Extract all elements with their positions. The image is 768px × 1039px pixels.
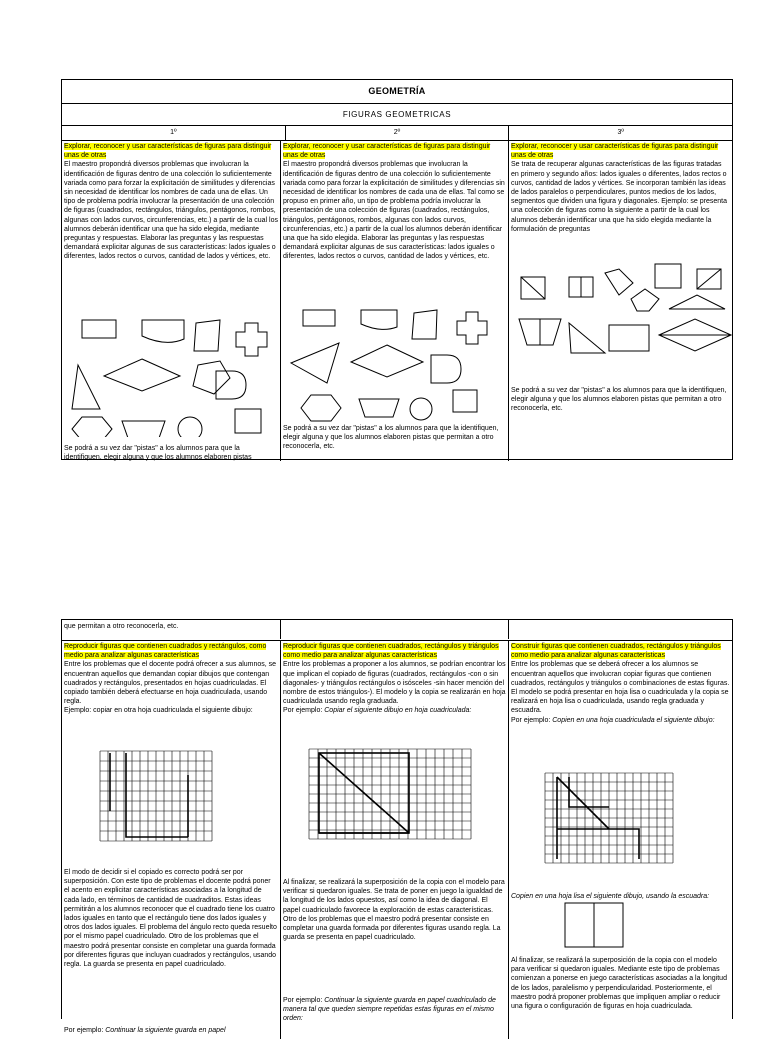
plain-drawing-3 [509,901,732,951]
bottom-col-1-body: Entre los problemas que el docente podrá ofrecer a sus alumnos, se encuentran aquellos que demandan copiar dibujos que contengan cuadrados y rectángulos, presentados en hojas cuadriculadas. El copiado también deberá efectuarse en hoja cuadriculada, usando regla. [64,661,277,706]
bottom-col-3 [509,641,732,1039]
bottom-col-3-after: Al finalizar, se realizará la superposición de la copia con el modelo para verificar si quedaron iguales. Mediante este tipo de problemas comienzan a ponerse en juego características asociadas a la longitud de los lados, paralelismo y perpendicularidad. Posteriormente, el maestro podrá proponer problemas que impliquen ampliar o reducir una figura o configuración de figuras en hoja cuadriculada. [511,957,727,1011]
grid-drawing-2 [281,745,509,863]
page-subtitle: FIGURAS GEOMETRICAS [62,104,732,126]
top-col-1-text [62,141,280,262]
top-col-1-after: Se podrá a su vez dar "pistas" a los alumnos para que la identifiquen, elegir alguna y que los alumnos elaboren pistas [64,445,252,461]
bottom-col-1 [62,641,281,1039]
shapes-collection-2 [281,307,509,427]
bottom-col-1-example2: Continuar la siguiente guarda en papel [105,1027,226,1034]
page-title: GEOMETRÍA [62,80,732,104]
bottom-col-2-text [281,641,508,716]
top-col-1-body: El maestro propondrá diversos problemas que involucran la identificación de figuras dentro de una colección lo suficientemente variada como para forzar la explicitación de similitudes y diferencias sin necesidad de identificar los nombres de cada una de ellas. Un tipo de problema podría involucrar la presentación de una colección de figuras (cuadrados, rectángulos, triángulos, pentágonos, rombos, algunas con lados curvos, circunferencias, etc.) a partir de la cual los alumnos deberán identificar una que ha sido elegida, mediante preguntas y respuestas. Elaborar las preguntas y las respuestas demandará explicitar algunas de sus características: lados iguales o diferentes, lados rectos o curvos, cantidad de lados y vértices, etc. [64,161,278,261]
bottom-col-3-heading: Construir figuras que contienen cuadrados, rectángulos y triángulos como medio para analizar algunas características [511,643,721,660]
top-col-2-text [281,141,508,262]
top-col-3-body: Se trata de recuperar algunas características de las figuras tratadas en primero y segundo años: lados iguales o diferentes, lados rectos o curvos, cantidad de lados y vértices. Se incorporan también las ideas de lados paralelos o perpendiculares, puntos medios de los lados, segmentos que dividen una figura y diagonales. Ejemplo: se presenta una colección de figuras como la siguiente a partir de la cual los alumnos deberán identificar una que ha sido elegida mediante la formulación de preguntas [511,161,727,233]
bottom-col-2-body: Entre los problemas a proponer a los alumnos, se podrían encontrar los que implican el copiado de figuras (cuadrados, rectángulos -con o sin diagonales- y triángulos rectángulos o isósceles -sin hacer mención del nombre de estos triángulos-). El modelo y la copia se realizarán en hoja cuadriculada usando regla graduada. [283,661,506,706]
grade-header-row [62,126,732,141]
top-col-2-after: Se podrá a su vez dar "pistas" a los alumnos para que la identifiquen, elegir alguna y que los alumnos elaboren pistas que permitan a otro reconocerla, etc. [283,425,499,451]
bottom-col-3-example-b [509,891,732,901]
bottom-col-3-body: Entre los problemas que se deberá ofrecer a los alumnos se encuentran aquellos que involucran copiar figuras que contienen cuadrados, rectángulos y triángulos o combinaciones de estas figuras. El modelo se podrá presentar en hoja lisa o cuadriculada y la copia se realizará en hoja lisa o cuadriculada, usando regla graduada y escuadra. [511,661,730,715]
bottom-col-2 [281,641,509,1039]
bottom-col-1-heading: Reproducir figuras que contienen cuadrados y rectángulos, como medio para analizar algunas características [64,643,267,660]
bottom-col-2-example: Copiar el siguiente dibujo en hoja cuadriculada: [324,707,472,715]
top-columns [62,141,732,461]
bottom-col-1-example2-line [62,1025,280,1035]
bottom-col-3-example-label: Por ejemplo: [511,716,551,724]
bottom-col-1-example2-label: Por ejemplo: [64,1027,104,1034]
bottom-col-2-example2-line [281,995,508,1024]
shapes-collection-3 [509,259,732,369]
top-col-3-text [509,141,732,234]
bottom-col-2-example2-label: Por ejemplo: [283,997,323,1004]
grade-1-header: 1º [62,126,286,140]
grid-drawing-1 [62,745,281,857]
bottom-table [61,619,733,1034]
bottom-col-3-example-b-text: Copien en una hoja lisa el siguiente dibujo, usando la escuadra: [511,893,710,900]
continuation-empty-3 [509,620,732,639]
bottom-col-3-example: Copien en una hoja cuadriculada el siguiente dibujo: [552,716,715,724]
bottom-col-3-text [509,641,732,725]
shapes-collection-1 [62,317,281,437]
bottom-col-2-heading: Reproducir figuras que contienen cuadrados, rectángulos y triángulos como medio para analizar algunas características [283,643,499,660]
bottom-col-1-text [62,641,280,716]
top-col-2 [281,141,509,461]
bottom-col-2-example2: Continuar la siguiente guarda en papel cuadriculado de manera tal que queden siempre repetidas estas figuras en el mismo orden: [283,997,496,1023]
top-col-3-heading: Explorar, reconocer y usar características de figuras para distinguir unas de otras [511,143,719,160]
top-col-2-body: El maestro propondrá diversos problemas que involucran la identificación de figuras dentro de una colección lo suficientemente variada como para forzar la explicitación de similitudes y diferencias sin necesidad de identificar los nombres de cada una de ellas. Tal como se propuso en primer año, un tipo de problema podría involucrar la presentación de una colección de figuras (cuadrados, rectángulos, triángulos, pentágonos, rombos, algunas con lados curvos, circunferencias, etc.) a partir de la cual los alumnos deberán identificar una que ha sido elegida. Elaborar las preguntas y las respuestas demandará explicitar algunas de sus características: lados iguales o diferentes, lados rectos o curvos, cantidad de lados y vértices, etc. [283,161,505,261]
grade-2-header: 2º [286,126,510,140]
continuation-row [62,620,732,639]
top-col-1 [62,141,281,461]
bottom-col-2-example-label: Por ejemplo: [283,707,323,715]
bottom-col-1-after: El modo de decidir si el copiado es correcto podrá ser por superposición. Con este tipo de problemas el docente podrá poner el acento en explicitar características asociadas a la longitud de cada lado, en términos de cantidad de cuadraditos. Estas ideas permitirán a los alumnos reconocer que el cuadrado tiene los cuatro lados iguales en tanto que el rectángulo tiene dos lados iguales y otros dos lados iguales. El problema del ángulo recto queda resuelto por el mismo papel cuadriculado. Otro de los problemas que el maestro podrá presentar consiste en completar una guarda formada por diferentes figuras que incluyan cuadrados y rectángulos, usando regla. La guarda se presenta en papel cuadriculado. [64,869,277,969]
top-col-3 [509,141,732,461]
top-table [61,79,733,460]
bottom-col-1-example: Ejemplo: copiar en otra hoja cuadriculada el siguiente dibujo: [64,707,253,715]
top-col-2-heading: Explorar, reconocer y usar características de figuras para distinguir unas de otras [283,143,491,160]
bottom-col-2-after: Al finalizar, se realizará la superposición de la copia con el modelo para verificar si quedaron iguales. Se trata de poner en juego la igualdad de la longitud de los lados opuestos, así como la idea de diagonal. El papel cuadriculado favorece la exploración de estas características. Otro de los problemas que el maestro podrá presentar consiste en completar una guarda formada por diferentes figuras usando regla. La guarda se presenta en papel cuadriculado. [283,879,505,942]
continuation-empty-2 [281,620,509,639]
continuation-text: que permitan a otro reconocerla, etc. [62,620,281,639]
bottom-columns [62,640,732,1039]
grade-3-header: 3º [617,129,624,136]
top-col-1-heading: Explorar, reconocer y usar características de figuras para distinguir unas de otras [64,143,272,160]
top-col-3-after: Se podrá a su vez dar "pistas" a los alumnos para que la identifiquen, elegir alguna y que los alumnos elaboren pistas que permitan a otro reconocerla, etc. [511,387,727,413]
grid-drawing-3 [509,769,732,885]
